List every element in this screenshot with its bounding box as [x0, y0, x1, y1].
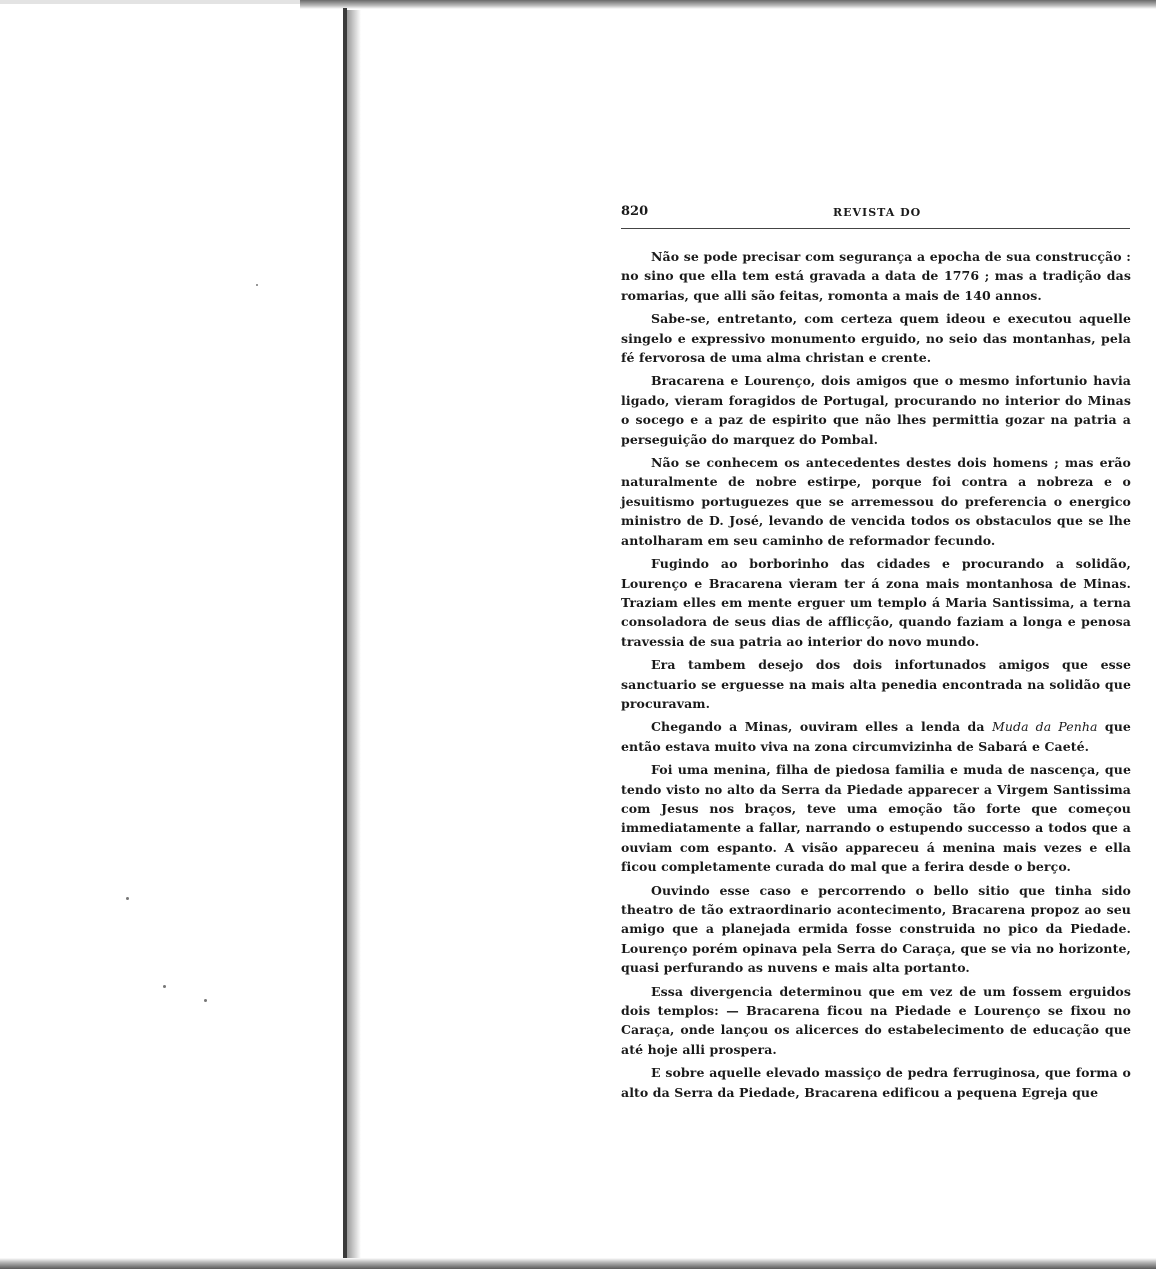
binding-line	[343, 8, 347, 1263]
paragraph: Ouvindo esse caso e percorrendo o bello sitio que tinha sido theatro de tão extraordinario acontecimento, Bracarena propoz ao seu amigo que a planejada ermida fosse construida no pico da Piedade. Lourenço porém opinava pela Serra do Caraça, que se via no horizonte, quasi perfurando as nuvens e mais alta portanto.	[621, 882, 1131, 976]
paragraph: Era tambem desejo dos dois infortunados amigos que esse sanctuario se erguesse na mais alta penedia encontrada na solidão que procuravam.	[621, 657, 1131, 711]
paragraph: Fugindo ao borborinho das cidades e procurando a solidão, Lourenço e Bracarena vieram ter á zona mais montanhosa de Minas. Traziam elles em mente erguer um templo á Maria Santissima, a terna consoladora de seus dias de afflicção, quando faziam a longa e penosa travessia de sua patria ao interior do novo mundo.	[621, 556, 1131, 649]
scan-edge-bottom	[0, 1258, 1156, 1269]
text-run: Chegando a Minas, ouviram elles a lenda da	[651, 719, 992, 735]
running-title: REVISTA DO	[833, 206, 922, 219]
scan-edge-top	[300, 0, 1156, 9]
paragraph: Essa divergencia determinou que em vez de um fossem erguidos dois templos: — Bracarena ficou na Piedade e Lourenço se fixou no Caraça, onde lançou os alicerces do estabelecimento de educação que até hoje alli prospera.	[621, 983, 1131, 1057]
page-number: 820	[621, 204, 649, 219]
body-text	[621, 247, 1131, 1102]
scan-speck	[256, 284, 258, 286]
document-page	[621, 204, 1131, 1102]
paragraph: E sobre aquelle elevado massiço de pedra ferruginosa, que forma o alto da Serra da Piedade, Bracarena edificou a pequena Egreja que	[621, 1065, 1131, 1100]
text-run: que então estava muito viva na zona circumvizinha de Sabará e Caeté.	[621, 719, 1131, 754]
legend-title: Muda da Penha	[991, 719, 1098, 735]
paragraph: Bracarena e Lourenço, dois amigos que o mesmo infortunio havia ligado, vieram foragidos de Portugal, procurando no interior do Minas o socego e a paz de espirito que não lhes permittia gozar na patria a perseguição do marquez do Pombal.	[621, 373, 1131, 447]
running-header	[621, 204, 1131, 226]
binding-shadow	[347, 10, 361, 1260]
paragraph: Sabe-se, entretanto, com certeza quem ideou e executou aquelle singelo e expressivo monumento erguido, no seio das montanhas, pela fé fervorosa de uma alma christan e crente.	[621, 311, 1131, 366]
paragraph-chegando	[621, 717, 1131, 756]
scan-speck	[204, 999, 207, 1002]
paragraph: Não se pode precisar com segurança a epocha de sua construcção : no sino que ella tem está gravada a data de 1776 ; mas a tradição das romarias, que alli são feitas, romonta a mais de 140 annos.	[621, 249, 1131, 303]
scan-speck	[163, 985, 166, 988]
paragraph: Não se conhecem os antecedentes destes dois homens ; mas erão naturalmente de nobre estirpe, porque foi contra a nobreza e o jesuitismo portuguezes que se arremessou do preferencia o energico ministro de D. José, levando de vencida todos os obstaculos que se lhe antolharam em seu caminho de reformador fecundo.	[621, 455, 1131, 548]
header-rule	[621, 228, 1130, 229]
paragraph: Foi uma menina, filha de piedosa familia e muda de nascença, que tendo visto no alto da Serra da Piedade apparecer a Virgem Santissima com Jesus nos braços, teve uma emoção tão forte que começou immediatamente a fallar, narrando o estupendo successo a todos que a ouviam com espanto. A visão appareceu á menina mais vezes e ella ficou completamente curada do mal que a ferira desde o berço.	[621, 762, 1131, 875]
scan-edge-top-left	[0, 0, 300, 4]
scan-speck	[126, 897, 129, 900]
